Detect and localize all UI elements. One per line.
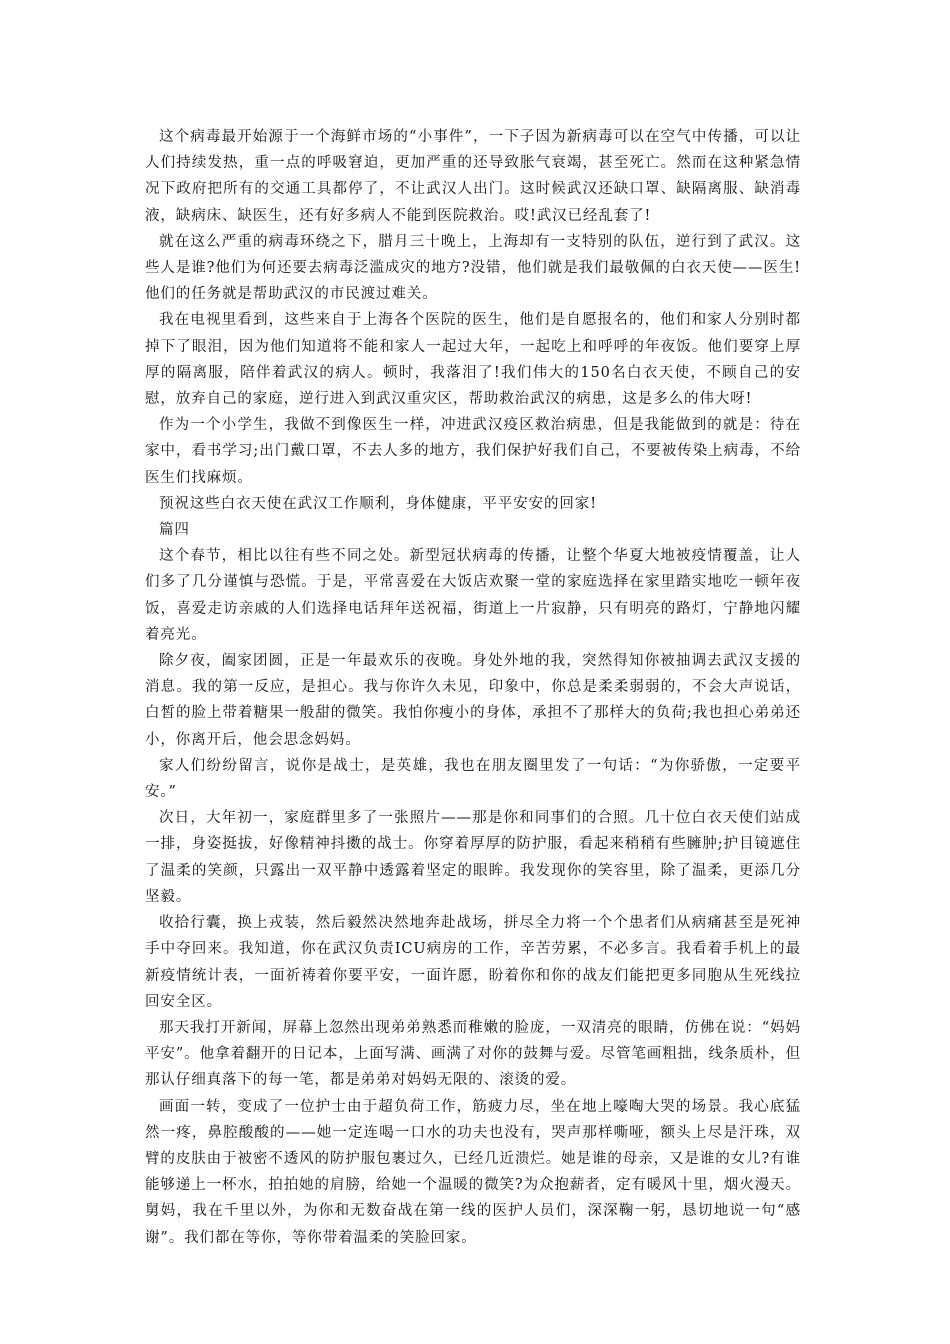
paragraph: 次日，大年初一，家庭群里多了一张照片——那是你和同事们的合照。几十位白衣天使们站成一排，身姿挺拔，好像精神抖擞的战士。你穿着厚厚的防护服，看起来稍稍有些臃肿;护目镜遮住了温柔的笑颜，只露出一双平静中透露着坚定的眼眸。我发现你的笑容里，除了温柔，更添几分坚毅。 bbox=[145, 810, 801, 905]
paragraph: 家人们纷纷留言，说你是战士，是英雄，我也在朋友圈里发了一句话：“为你骄傲，一定要平安。” bbox=[145, 757, 801, 801]
paragraph: 这个病毒最开始源于一个海鲜市场的“小事件”，一下子因为新病毒可以在空气中传播，可以让人们持续发热，重一点的呼吸窘迫，更加严重的还导致胀气衰竭，甚至死亡。然而在这种紧急情况下政府把所有的交通工具都停了，不让武汉人出门。这时候武汉还缺口罩、缺隔离服、缺消毒液，缺病床、缺医生，还有好多病人不能到医院救治。哎!武汉已经乱套了! bbox=[145, 129, 801, 224]
paragraph: 这个春节，相比以往有些不同之处。新型冠状病毒的传播，让整个华夏大地被疫情覆盖，让人们多了几分谨慎与恐慌。于是，平常喜爱在大饭店欢聚一堂的家庭选择在家里踏实地吃一顿年夜饭，喜爱走访亲戚的人们选择电话拜年送祝福，街道上一片寂静，只有明亮的路灯，宁静地闪耀着亮光。 bbox=[145, 548, 801, 643]
paragraph: 除夕夜，阖家团圆，正是一年最欢乐的夜晚。身处外地的我，突然得知你被抽调去武汉支援的消息。我的第一反应，是担心。我与你许久未见，印象中，你总是柔柔弱弱的，不会大声说话，白皙的脸上带着糖果一般甜的微笑。我怕你瘦小的身体，承担不了那样大的负荷;我也担心弟弟还小，你离开后，他会思念妈妈。 bbox=[145, 653, 801, 748]
section-heading: 篇四 bbox=[159, 522, 190, 539]
paragraph: 那天我打开新闻，屏幕上忽然出现弟弟熟悉而稚嫩的脸庞，一双清亮的眼睛，仿佛在说：“妈妈平安”。他拿着翻开的日记本，上面写满、画满了对你的鼓舞与爱。尽管笔画粗拙，线条质朴，但那认仔细真落下的每一笔，都是弟弟对妈妈无限的、滚烫的爱。 bbox=[145, 1019, 801, 1089]
paragraph: 就在这么严重的病毒环绕之下，腊月三十晚上，上海却有一支特别的队伍，逆行到了武汉。这些人是谁?他们为何还要去病毒泛滥成灾的地方?没错，他们就是我们最敬佩的白衣天使——医生!他们的任务就是帮助武汉的市民渡过难关。 bbox=[145, 233, 801, 303]
paragraph: 画面一转，变成了一位护士由于超负荷工作，筋疲力尽，坐在地上嚎啕大哭的场景。我心底猛然一疼，鼻腔酸酸的——她一定连喝一口水的功夫也没有，哭声那样嘶哑，额头上尽是汗珠，双臂的皮肤由于被密不透风的防护服包裹过久，已经几近溃烂。她是谁的母亲，又是谁的女儿?有谁能够递上一杯水，拍拍她的肩膀，给她一个温暖的微笑?为众抱薪者，定有暖风十里，烟火漫天。舅妈，我在千里以外，为你和无数奋战在第一线的医护人员们，深深鞠一躬，恳切地说一句“感谢”。我们都在等你，等你带着温柔的笑脸回家。 bbox=[145, 1098, 801, 1246]
paragraph: 作为一个小学生，我做不到像医生一样，冲进武汉疫区救治病患，但是我能做到的就是：待在家中，看书学习;出门戴口罩，不去人多的地方，我们保护好我们自己，不要被传染上病毒，不给医生们找麻烦。 bbox=[145, 417, 801, 486]
paragraph: 我在电视里看到，这些来自于上海各个医院的医生，他们是自愿报名的，他们和家人分别时都掉下了眼泪，因为他们知道将不能和家人一起过大年，一起吃上和呼呼的年夜饭。他们要穿上厚厚的隔离服，陪伴着武汉的病人。顿时，我落泪了!我们伟大的150名白衣天使，不顾自己的安慰，放弃自己的家庭，逆行进入到武汉重灾区，帮助救治武汉的病患，这是多么的伟大呀! bbox=[145, 312, 801, 408]
article-body bbox=[145, 124, 801, 1251]
paragraph: 收拾行囊，换上戎装，然后毅然决然地奔赴战场，拼尽全力将一个个患者们从病痛甚至是死神手中夺回来。我知道，你在武汉负责ICU病房的工作，辛苦劳累，不必多言。我看着手机上的最新疫情统计表，一面祈祷着你要平安，一面许愿，盼着你和你的战友们能把更多同胞从生死线拉回安全区。 bbox=[145, 915, 801, 1010]
paragraph: 预祝这些白衣天使在武汉工作顺利，身体健康，平平安安的回家! bbox=[159, 495, 597, 512]
